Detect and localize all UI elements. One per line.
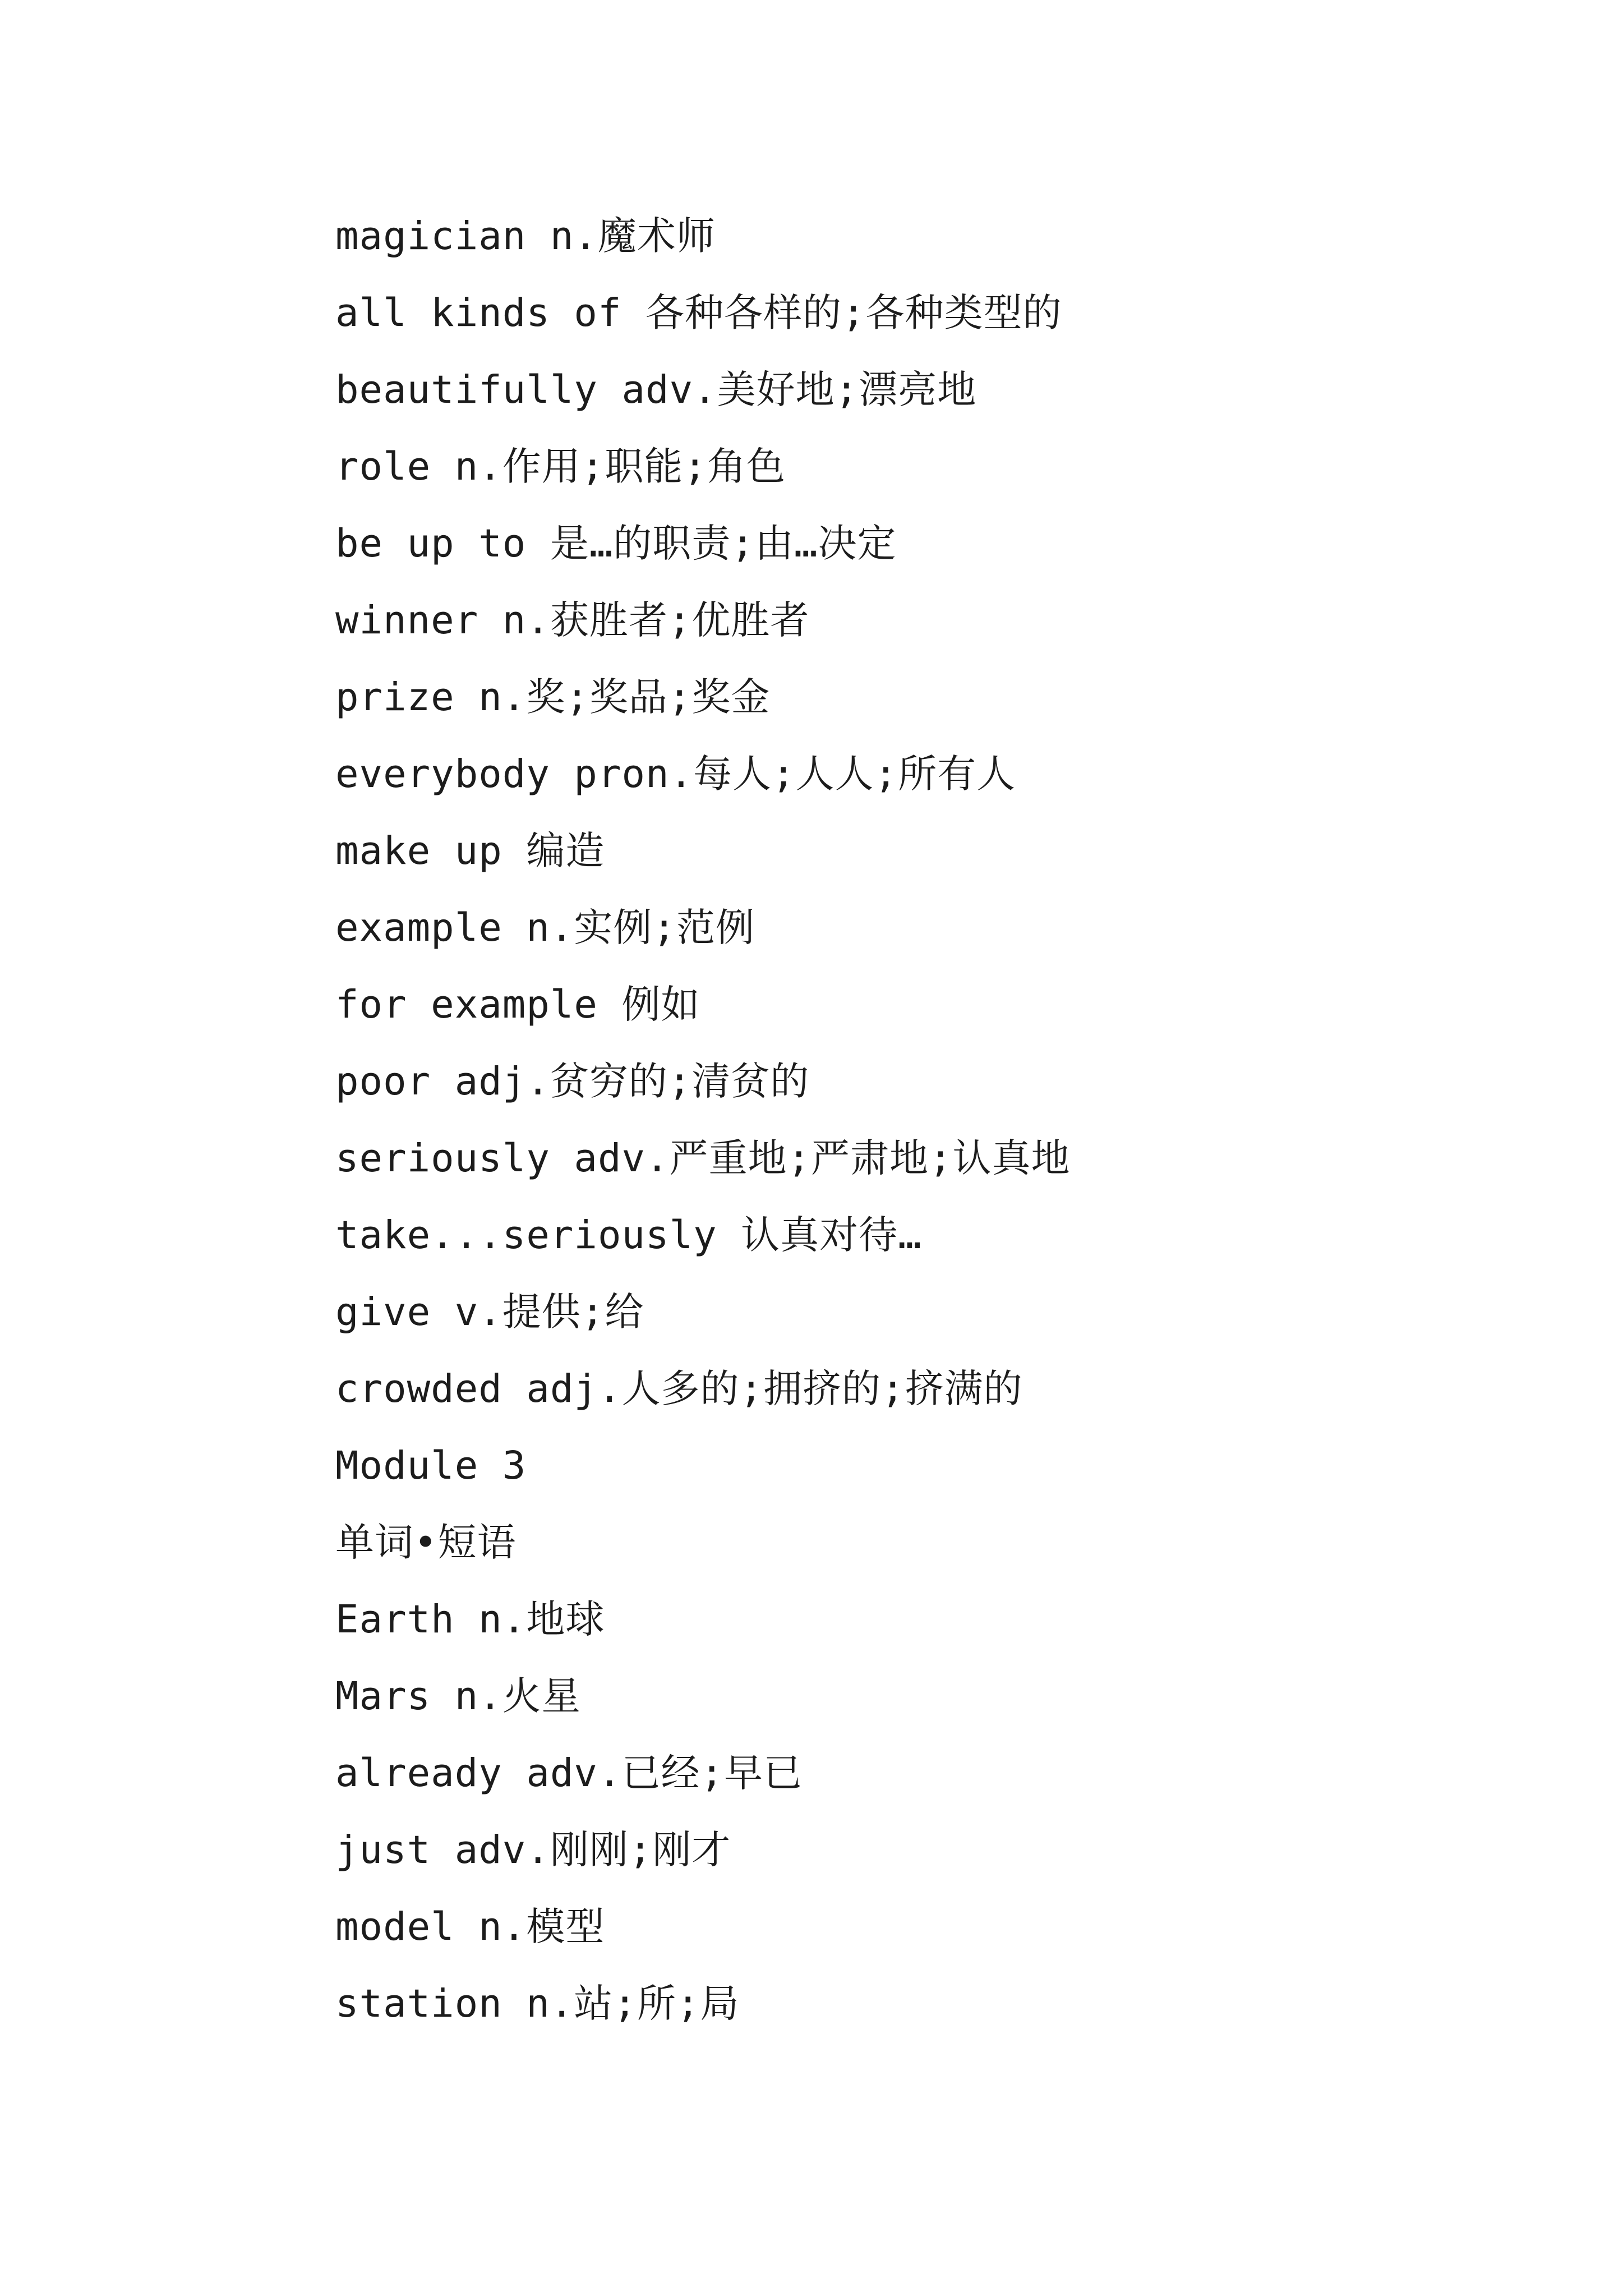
vocabulary-line: winner n.获胜者;优胜者 xyxy=(335,598,810,643)
vocabulary-line: already adv.已经;早已 xyxy=(335,1751,803,1796)
vocabulary-line: 单词•短语 xyxy=(335,1520,517,1565)
vocabulary-line: Earth n.地球 xyxy=(335,1597,605,1642)
vocabulary-line: poor adj.贫穷的;清贫的 xyxy=(335,1059,810,1104)
vocabulary-line: all kinds of 各种各样的;各种类型的 xyxy=(335,291,1062,335)
vocabulary-line: model n.模型 xyxy=(335,1904,605,1949)
vocabulary-line: for example 例如 xyxy=(335,982,700,1027)
vocabulary-line: make up 编造 xyxy=(335,829,605,873)
vocabulary-line: take...seriously 认真对待… xyxy=(335,1213,922,1258)
vocabulary-line: seriously adv.严重地;严肃地;认真地 xyxy=(335,1136,1071,1181)
vocabulary-line: Mars n.火星 xyxy=(335,1674,581,1719)
vocabulary-line: beautifully adv.美好地;漂亮地 xyxy=(335,367,977,412)
vocabulary-line: Module 3 xyxy=(335,1443,527,1488)
vocabulary-line: crowded adj.人多的;拥挤的;挤满的 xyxy=(335,1366,1023,1411)
vocabulary-line: just adv.刚刚;刚才 xyxy=(335,1828,731,1872)
vocabulary-line: magician n.魔术师 xyxy=(335,214,716,259)
vocabulary-line: give v.提供;给 xyxy=(335,1290,644,1335)
vocabulary-line: prize n.奖;奖品;奖金 xyxy=(335,675,771,720)
vocabulary-line: be up to 是…的职责;由…决定 xyxy=(335,521,897,566)
vocabulary-line: station n.站;所;局 xyxy=(335,1981,740,2026)
vocabulary-list xyxy=(335,198,1569,2042)
vocabulary-line: role n.作用;职能;角色 xyxy=(335,444,786,489)
vocabulary-line: everybody pron.每人;人人;所有人 xyxy=(335,752,1016,797)
vocabulary-line: example n.实例;范例 xyxy=(335,905,755,950)
